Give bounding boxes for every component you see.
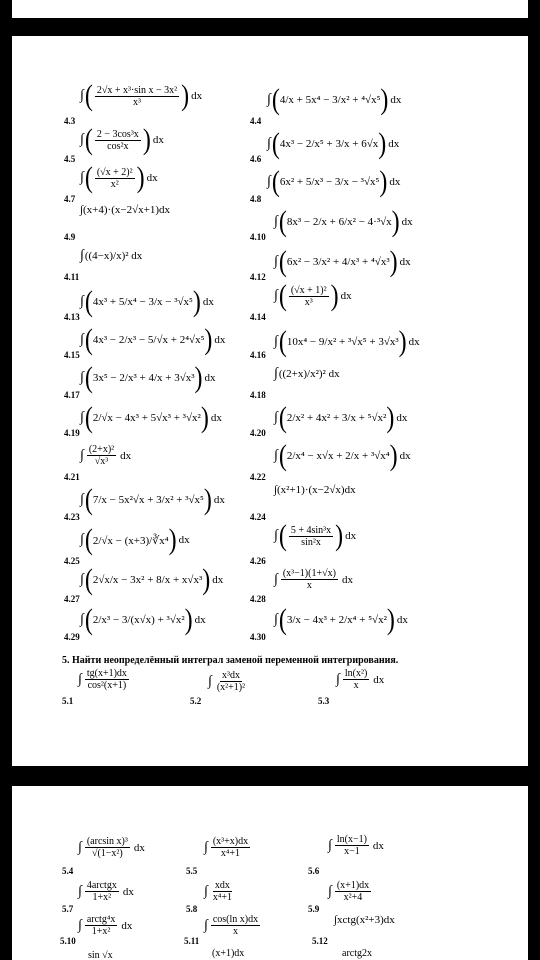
numerator: ln(x−1) bbox=[336, 834, 367, 845]
numerator: (x+1)dx bbox=[336, 880, 370, 891]
problem-number: 4.9 bbox=[64, 232, 76, 242]
denominator: cos²(x+1) bbox=[87, 680, 127, 691]
integral-5-10: ∫ arctg⁴x 1+x² dx bbox=[78, 914, 133, 937]
integrand: ∫(x²+1)·(x−2√x)dx bbox=[274, 484, 356, 496]
problem-number: 4.25 bbox=[64, 556, 80, 566]
integral-4-21: ∫ $\frac{\text{(2+x)²}}{\text{√x³}}$ dx bbox=[80, 444, 132, 467]
problem-number: 5.6 bbox=[308, 866, 320, 876]
problem-number: 4.21 bbox=[64, 472, 80, 482]
integral-4-11: ∫ ((4−x)/x)² dx bbox=[80, 248, 143, 263]
problem-number: 5.8 bbox=[186, 904, 198, 914]
problem-number: 4.30 bbox=[250, 632, 266, 642]
problem-number: 4.28 bbox=[250, 594, 266, 604]
problem-number: 4.26 bbox=[250, 556, 266, 566]
denominator: 1+x² bbox=[92, 892, 112, 903]
problem-number: 4.17 bbox=[64, 390, 80, 400]
problem-number: 5.2 bbox=[190, 696, 202, 706]
integrand: 2/x³ − 3/(x√x) + ³√x² bbox=[92, 614, 185, 626]
numerator: tg(x+1)dx bbox=[86, 668, 127, 679]
problem-number: 4.8 bbox=[250, 194, 262, 204]
integral-4-4: ∫ ( 4/x + 5x⁴ − 3/x² + ⁴√x⁵ ) dx bbox=[267, 83, 402, 117]
problem-number: 5.5 bbox=[186, 866, 198, 876]
denominator: sin²x bbox=[301, 536, 321, 548]
problem-number: 4.18 bbox=[250, 390, 266, 400]
integral-5-8: ∫ xdx x⁴+1 bbox=[204, 880, 232, 903]
integral-5-13-partial bbox=[88, 950, 113, 960]
integral-4-19: ∫ ( 2/√x − 4x³ + 5√x³ + ³√x² ) dx bbox=[80, 401, 222, 435]
integral-4-18: ∫ ((2+x)/x²)² dx bbox=[274, 366, 340, 381]
numerator: 2√x + x³·sin x − 3x² bbox=[96, 84, 178, 96]
denominator: 1+x² bbox=[91, 926, 111, 937]
integral-4-28: ∫ $\frac{\text{(x³−1)(1+√x)}}{x}$ dx bbox=[274, 568, 353, 591]
integrand: 2/√x − (x+3)/∛x⁴ bbox=[92, 534, 169, 547]
integrand: ((4−x)/x)² dx bbox=[84, 250, 143, 262]
numerator: x³dx bbox=[221, 670, 240, 681]
problem-number: 4.3 bbox=[64, 116, 76, 126]
integrand: ∫(x+4)·(x−2√x+1)dx bbox=[80, 204, 170, 216]
problem-number: 5.11 bbox=[184, 936, 200, 946]
numerator: ln(x²) bbox=[344, 668, 368, 679]
problem-number: 4.7 bbox=[64, 194, 76, 204]
integrand: 3x⁵ − 2/x³ + 4/x + 3√x³ bbox=[92, 372, 195, 384]
integral-5-7: ∫ 4arctgx 1+x² dx bbox=[78, 880, 134, 903]
numerator: xdx bbox=[214, 880, 230, 891]
integral-4-30: ∫ ( 3/x − 4x³ + 2/x⁴ + ⁵√x² ) dx bbox=[274, 603, 408, 637]
integral-5-6: ∫ $\frac{\ln(x-1)}{x-1}$ dx bbox=[328, 834, 384, 857]
problem-number: 4.6 bbox=[250, 154, 262, 164]
integrand: arctg2x bbox=[342, 948, 372, 959]
denominator: √x³ bbox=[94, 456, 109, 467]
problem-number: 4.12 bbox=[250, 272, 266, 282]
integrand: 4x³ + 5/x⁴ − 3/x − ³√x⁵ bbox=[92, 296, 193, 308]
section-5-heading: 5. Найти неопределённый интеграл заменой переменной интегрирования. bbox=[62, 655, 399, 666]
problem-number: 4.16 bbox=[250, 350, 266, 360]
integrand: 10x⁴ − 9/x² + ³√x⁵ + 3√x³ bbox=[286, 336, 399, 348]
problem-number: 5.4 bbox=[62, 866, 74, 876]
numerator: (x³+x)dx bbox=[212, 836, 249, 847]
integrand: ∫xctg(x²+3)dx bbox=[334, 914, 395, 926]
worksheet-page-2 bbox=[12, 786, 528, 960]
problem-number: 4.5 bbox=[64, 154, 76, 164]
problem-number: 5.3 bbox=[318, 696, 330, 706]
integral-5-14-partial bbox=[212, 948, 244, 959]
integral-4-6: ∫ ( 4x³ − 2/x⁵ + 3/x + 6√x ) dx bbox=[267, 127, 400, 161]
integrand: (x+1)dx bbox=[212, 948, 245, 959]
problem-number: 4.22 bbox=[250, 472, 266, 482]
integral-4-29: ∫ ( 2/x³ − 3/(x√x) + ³√x² ) dx bbox=[80, 603, 206, 637]
denominator: x²+4 bbox=[343, 892, 363, 903]
problem-number: 4.15 bbox=[64, 350, 80, 360]
problem-number: 5.9 bbox=[308, 904, 320, 914]
denominator: x bbox=[353, 680, 359, 691]
problem-number: 4.4 bbox=[250, 116, 262, 126]
denominator: x−1 bbox=[344, 846, 360, 857]
problem-number: 4.19 bbox=[64, 428, 80, 438]
integrand: 4/x + 5x⁴ − 3/x² + ⁴√x⁵ bbox=[279, 94, 381, 106]
integral-4-27: ∫ ( 2√x/x − 3x² + 8/x + x√x³ ) dx bbox=[80, 563, 224, 597]
problem-number: 5.7 bbox=[62, 904, 74, 914]
denominator: √(1−x²) bbox=[91, 848, 123, 859]
integral-4-9 bbox=[80, 204, 170, 216]
integrand: 3/x − 4x³ + 2/x⁴ + ⁵√x² bbox=[286, 614, 387, 626]
integral-4-15: ∫ ( 4x³ − 2/x³ − 5/√x + 2⁴√x⁵ ) dx bbox=[80, 323, 226, 357]
integral-4-26: ∫ ( $\frac{\text{5 + 4sin³x}}{\text{sin²x}}$ ) dx bbox=[274, 519, 357, 553]
integral-5-3: ∫ $\frac{\text{ln(x²)}}{x}$ dx bbox=[336, 668, 385, 691]
numerator: 4arctgx bbox=[86, 880, 117, 891]
problem-number: 4.20 bbox=[250, 428, 266, 438]
numerator: arctg⁴x bbox=[86, 914, 116, 925]
problem-number: 5.1 bbox=[62, 696, 74, 706]
integrand: 2/x⁴ − x√x + 2/x + ³√x⁴ bbox=[286, 450, 390, 462]
problem-number: 4.29 bbox=[64, 632, 80, 642]
integrand: sin √x bbox=[88, 950, 113, 960]
integral-4-23: ∫ ( 7/x − 5x²√x + 3/x² + ³√x⁵ ) dx bbox=[80, 483, 225, 517]
integral-4-24 bbox=[274, 484, 356, 496]
problem-number: 5.10 bbox=[60, 936, 76, 946]
problem-number: 5.12 bbox=[312, 936, 328, 946]
problem-number: 4.24 bbox=[250, 512, 266, 522]
numerator: 5 + 4sin³x bbox=[290, 524, 332, 536]
integral-5-4: ∫ $\frac{\text{(arcsin x)³}}{\text{√(1−x²)}}$ dx bbox=[78, 836, 145, 859]
problem-number: 4.14 bbox=[250, 312, 266, 322]
problem-number: 4.11 bbox=[64, 272, 80, 282]
integrand: 4x³ − 2/x³ − 5/√x + 2⁴√x⁵ bbox=[92, 334, 205, 346]
problem-number: 4.27 bbox=[64, 594, 80, 604]
integrand: 6x² + 5/x³ − 3/x − ³√x⁵ bbox=[279, 176, 380, 188]
integral-4-14: ∫ ( $\frac{\text{(√x + 1)²}}{\text{x³}}$ ) dx bbox=[274, 279, 352, 313]
integrand: 4x³ − 2/x⁵ + 3/x + 6√x bbox=[279, 138, 379, 150]
denominator: cos²x bbox=[107, 140, 129, 152]
integral-4-5: ∫ ( $\frac{\text{2 − 3cos³x}}{\text{cos²x}}$ ) dx bbox=[80, 123, 164, 157]
denominator: x⁴+1 bbox=[212, 892, 232, 903]
denominator: x² bbox=[110, 178, 119, 190]
integral-5-15-partial bbox=[342, 948, 372, 959]
integral-5-11: ∫ $\frac{\text{cos(ln x)dx}}{x}$ bbox=[204, 914, 259, 937]
integrand: 2√x/x − 3x² + 8/x + x√x³ bbox=[92, 574, 203, 586]
integrand: 7/x − 5x²√x + 3/x² + ³√x⁵ bbox=[92, 494, 204, 506]
integrand: 6x² − 3/x² + 4/x³ + ⁴√x³ bbox=[286, 256, 390, 268]
numerator: (x³−1)(1+√x) bbox=[282, 568, 336, 579]
integrand: 2/x² + 4x² + 3/x + ⁵√x² bbox=[286, 412, 387, 424]
denominator: x⁴+1 bbox=[220, 848, 241, 859]
denominator: x³ bbox=[304, 296, 313, 308]
numerator: cos(ln x)dx bbox=[212, 914, 259, 925]
numerator: (arcsin x)³ bbox=[86, 836, 128, 847]
integral-4-8: ∫ ( 6x² + 5/x³ − 3/x − ³√x⁵ ) dx bbox=[267, 165, 401, 199]
numerator: (√x + 1)² bbox=[290, 284, 327, 296]
integral-4-20: ∫ ( 2/x² + 4x² + 3/x + ⁵√x² ) dx bbox=[274, 401, 408, 435]
problem-number: 4.10 bbox=[250, 232, 266, 242]
integral-5-2: ∫ $\frac{\text{x³dx}}{\text{(x²+1)²}}$ bbox=[208, 670, 246, 693]
integral-4-3: ∫ ( $\frac{\text{2√x + x³·sin x − 3x²}}{\text{x³}}$ ) dx bbox=[80, 79, 203, 113]
numerator: (√x + 2)² bbox=[96, 166, 133, 178]
integral-4-13: ∫ ( 4x³ + 5/x⁴ − 3/x − ³√x⁵ ) dx bbox=[80, 285, 214, 319]
integral-5-5: ∫ $\frac{\text{(x³+x)dx}}{\text{x⁴+1}}$ bbox=[204, 836, 249, 859]
integrand: 8x³ − 2/x + 6/x² − 4·³√x bbox=[286, 216, 392, 228]
integral-4-22: ∫ ( 2/x⁴ − x√x + 2/x + ³√x⁴ ) dx bbox=[274, 439, 411, 473]
integrand: 2/√x − 4x³ + 5√x³ + ³√x² bbox=[92, 412, 201, 424]
integral-4-16: ∫ ( 10x⁴ − 9/x² + ³√x⁵ + 3√x³ ) dx bbox=[274, 325, 420, 359]
integral-4-17: ∫ ( 3x⁵ − 2/x³ + 4/x + 3√x³ ) dx bbox=[80, 361, 216, 395]
integral-4-7: ∫ ( $\frac{\text{(√x + 2)²}}{\text{x²}}$ ) dx bbox=[80, 161, 158, 195]
integral-5-12 bbox=[334, 914, 395, 926]
previous-page-strip bbox=[12, 0, 528, 18]
problem-number: 4.23 bbox=[64, 512, 80, 522]
problem-number: 4.13 bbox=[64, 312, 80, 322]
integral-5-1: ∫ $\frac{tg(x+1)dx}{\text{cos²(x+1)}}$ bbox=[78, 668, 127, 691]
denominator: x bbox=[232, 926, 238, 937]
integral-4-12: ∫ ( 6x² − 3/x² + 4/x³ + ⁴√x³ ) dx bbox=[274, 245, 411, 279]
integral-4-10: ∫ ( 8x³ − 2/x + 6/x² − 4·³√x ) dx bbox=[274, 205, 413, 239]
denominator: x bbox=[306, 580, 312, 591]
integral-5-9: ∫ $\frac{(x+1)dx}{\text{x²+4}}$ bbox=[328, 880, 370, 903]
denominator: (x²+1)² bbox=[216, 682, 246, 693]
integral-4-25: ∫ ( 2/√x − (x+3)/∛x⁴ ) dx bbox=[80, 523, 190, 557]
numerator: 2 − 3cos³x bbox=[96, 128, 139, 140]
worksheet-page-1 bbox=[12, 36, 528, 766]
numerator: (2+x)² bbox=[88, 444, 115, 455]
integrand: ((2+x)/x²)² dx bbox=[278, 368, 340, 380]
denominator: x³ bbox=[132, 96, 141, 108]
